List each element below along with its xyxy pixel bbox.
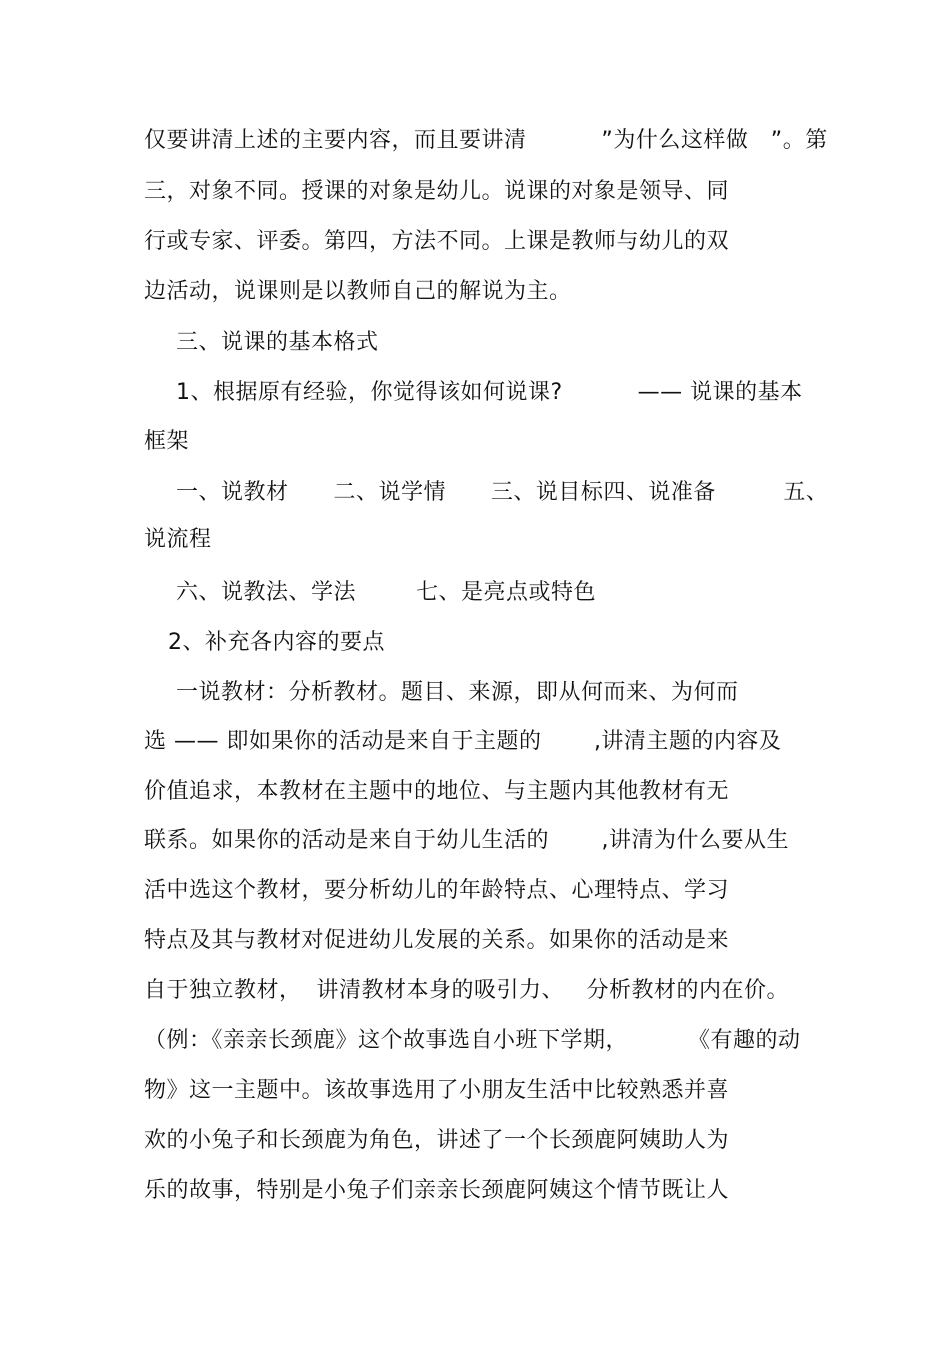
text-line: 2、补充各内容的要点 — [168, 630, 385, 655]
text-line: 物》这一主题中。该故事选用了小朋友生活中比较熟悉并喜 — [144, 1078, 730, 1103]
text-line: （例：《亲亲长颈鹿》这个故事选自小班下学期， 《有趣的动 — [144, 1028, 801, 1053]
text-line: 乐的故事，特别是小兔子们亲亲长颈鹿阿姨这个情节既让人 — [144, 1178, 730, 1203]
text-line: 欢的小兔子和长颈鹿为角色，讲述了一个长颈鹿阿姨助人为 — [144, 1128, 730, 1153]
text-line: 联系。如果你的活动是来自于幼儿生活的 ,讲清为什么要从生 — [144, 828, 789, 853]
text-line: 活中选这个教材，要分析幼儿的年龄特点、心理特点、学习 — [144, 878, 730, 903]
text-line: 价值追求，本教材在主题中的地位、与主题内其他教材有无 — [144, 779, 730, 804]
text-line: 框架 — [144, 429, 190, 454]
text-line: 三，对象不同。授课的对象是幼儿。说课的对象是领导、同 — [144, 179, 730, 204]
text-line: 选 —— 即如果你的活动是来自于主题的 ,讲清主题的内容及 — [144, 729, 782, 754]
text-line: 一说教材：分析教材。题目、来源，即从何而来、为何而 — [176, 680, 739, 705]
text-line: 一、说教材 二、说学情 三、说目标四、说准备 五、 — [176, 480, 829, 505]
text-line: 特点及其与教材对促进幼儿发展的关系。如果你的活动是来 — [144, 928, 730, 953]
text-line: 行或专家、评委。第四，方法不同。上课是教师与幼儿的双 — [144, 229, 730, 254]
text-line: 1、根据原有经验，你觉得该如何说课? —— 说课的基本 — [176, 380, 803, 405]
text-line: 边活动，说课则是以教师自己的解说为主。 — [144, 279, 572, 304]
text-line: 自于独立教材， 讲清教材本身的吸引力、 分析教材的内在价。 — [144, 978, 789, 1003]
text-line: 六、说教法、学法 七、是亮点或特色 — [176, 580, 596, 605]
text-line: 仅要讲清上述的主要内容，而且要讲清 ”为什么这样做 ”。第 — [144, 128, 828, 153]
section-heading: 三、说课的基本格式 — [176, 330, 379, 355]
text-line: 说流程 — [144, 527, 212, 552]
